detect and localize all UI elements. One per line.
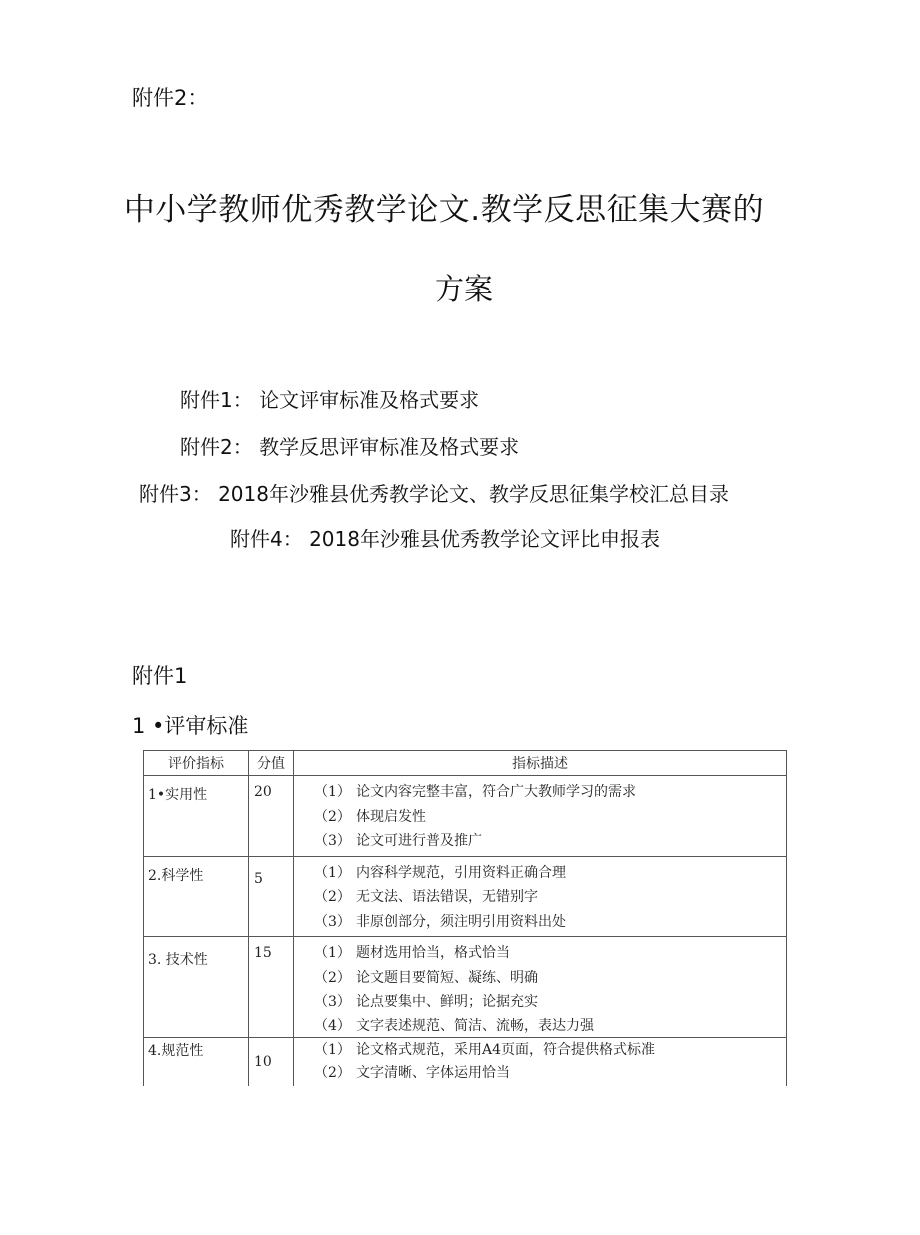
- description-text: 体现启发性: [356, 808, 426, 825]
- description-line: [314, 885, 786, 910]
- description-text: 论文题目要简短、凝练、明确: [356, 969, 538, 986]
- header-indicator: 评价指标: [144, 751, 249, 776]
- header-score: 分值: [249, 751, 294, 776]
- description-line: [314, 829, 786, 854]
- description-text: 非原创部分，须注明引用资料出处: [356, 913, 566, 930]
- description-line: [314, 966, 786, 991]
- description-number: （1）: [314, 784, 351, 800]
- description-number: （2）: [314, 1065, 351, 1081]
- description-text: 文字清晰、字体运用恰当: [356, 1065, 510, 1081]
- document-title-line2-text: 方案: [434, 272, 493, 306]
- description-text: 无文法、语法错误，无错别字: [356, 889, 538, 905]
- description-line: [314, 1038, 786, 1063]
- attachment-list-item-2: 附件2： 教学反思评审标准及格式要求: [180, 435, 520, 459]
- description-cell: [294, 1037, 787, 1086]
- description-number: （3）: [314, 994, 351, 1010]
- section-review-heading: 1 •评审标准: [132, 714, 249, 738]
- document-title-line2: [0, 267, 920, 308]
- table-row: [144, 1037, 787, 1086]
- indicator-cell: 4.规范性: [144, 1037, 249, 1086]
- description-number: （3）: [314, 913, 351, 930]
- table-header-row: [144, 751, 787, 776]
- score-cell: 5: [249, 856, 294, 937]
- description-line: [314, 861, 786, 886]
- description-number: （2）: [314, 889, 351, 905]
- attachment-list-item-1: 附件1： 论文评审标准及格式要求: [180, 388, 480, 412]
- header-description: 指标描述: [294, 751, 787, 776]
- description-line: [314, 910, 786, 935]
- score-cell: 15: [249, 937, 294, 1038]
- description-line: [314, 1062, 786, 1084]
- document-title-line1-text: 中小学教师优秀教学论文.教学反思征集大赛的: [123, 192, 765, 228]
- description-cell: [294, 776, 787, 857]
- score-cell: 20: [249, 776, 294, 857]
- description-number: （2）: [314, 969, 351, 986]
- description-cell: [294, 856, 787, 937]
- table-row: [144, 776, 787, 857]
- description-text: 论文内容完整丰富，符合广大教师学习的需求: [356, 784, 636, 800]
- indicator-cell: 1•实用性: [144, 776, 249, 857]
- indicator-cell: 2.科学性: [144, 856, 249, 937]
- description-number: （4）: [314, 1017, 351, 1034]
- description-line: [314, 805, 786, 830]
- section-attachment-heading: 附件1: [132, 664, 188, 688]
- attachment-list-item-4: 附件4： 2018年沙雅县优秀教学论文评比申报表: [230, 527, 660, 551]
- attachment-label: 附件2：: [132, 86, 209, 110]
- review-criteria-table: [143, 750, 787, 1086]
- description-line: [314, 990, 786, 1015]
- description-number: （1）: [314, 1041, 351, 1058]
- description-line: [314, 780, 786, 805]
- description-text: 论文格式规范，采用A4页面，符合提供格式标准: [356, 1041, 656, 1058]
- description-line: [314, 941, 786, 966]
- score-cell: 10: [249, 1037, 294, 1086]
- document-title-line1: [0, 184, 920, 229]
- description-cell: [294, 937, 787, 1038]
- table-row: [144, 937, 787, 1038]
- description-number: （2）: [314, 808, 351, 825]
- attachment-list-item-3: 附件3： 2018年沙雅县优秀教学论文、教学反思征集学校汇总目录: [139, 482, 729, 506]
- description-text: 论文可进行普及推广: [356, 833, 482, 849]
- description-text: 题材选用恰当，格式恰当: [356, 945, 510, 961]
- indicator-cell: 3. 技术性: [144, 937, 249, 1038]
- description-number: （3）: [314, 833, 351, 849]
- table-row: [144, 856, 787, 937]
- description-number: （1）: [314, 864, 351, 881]
- description-number: （1）: [314, 945, 351, 961]
- description-text: 文字表述规范、简洁、流畅，表达力强: [356, 1017, 594, 1034]
- description-text: 内容科学规范，引用资料正确合理: [356, 864, 566, 881]
- description-text: 论点要集中、鲜明；论据充实: [356, 994, 538, 1010]
- description-line: [314, 1015, 786, 1035]
